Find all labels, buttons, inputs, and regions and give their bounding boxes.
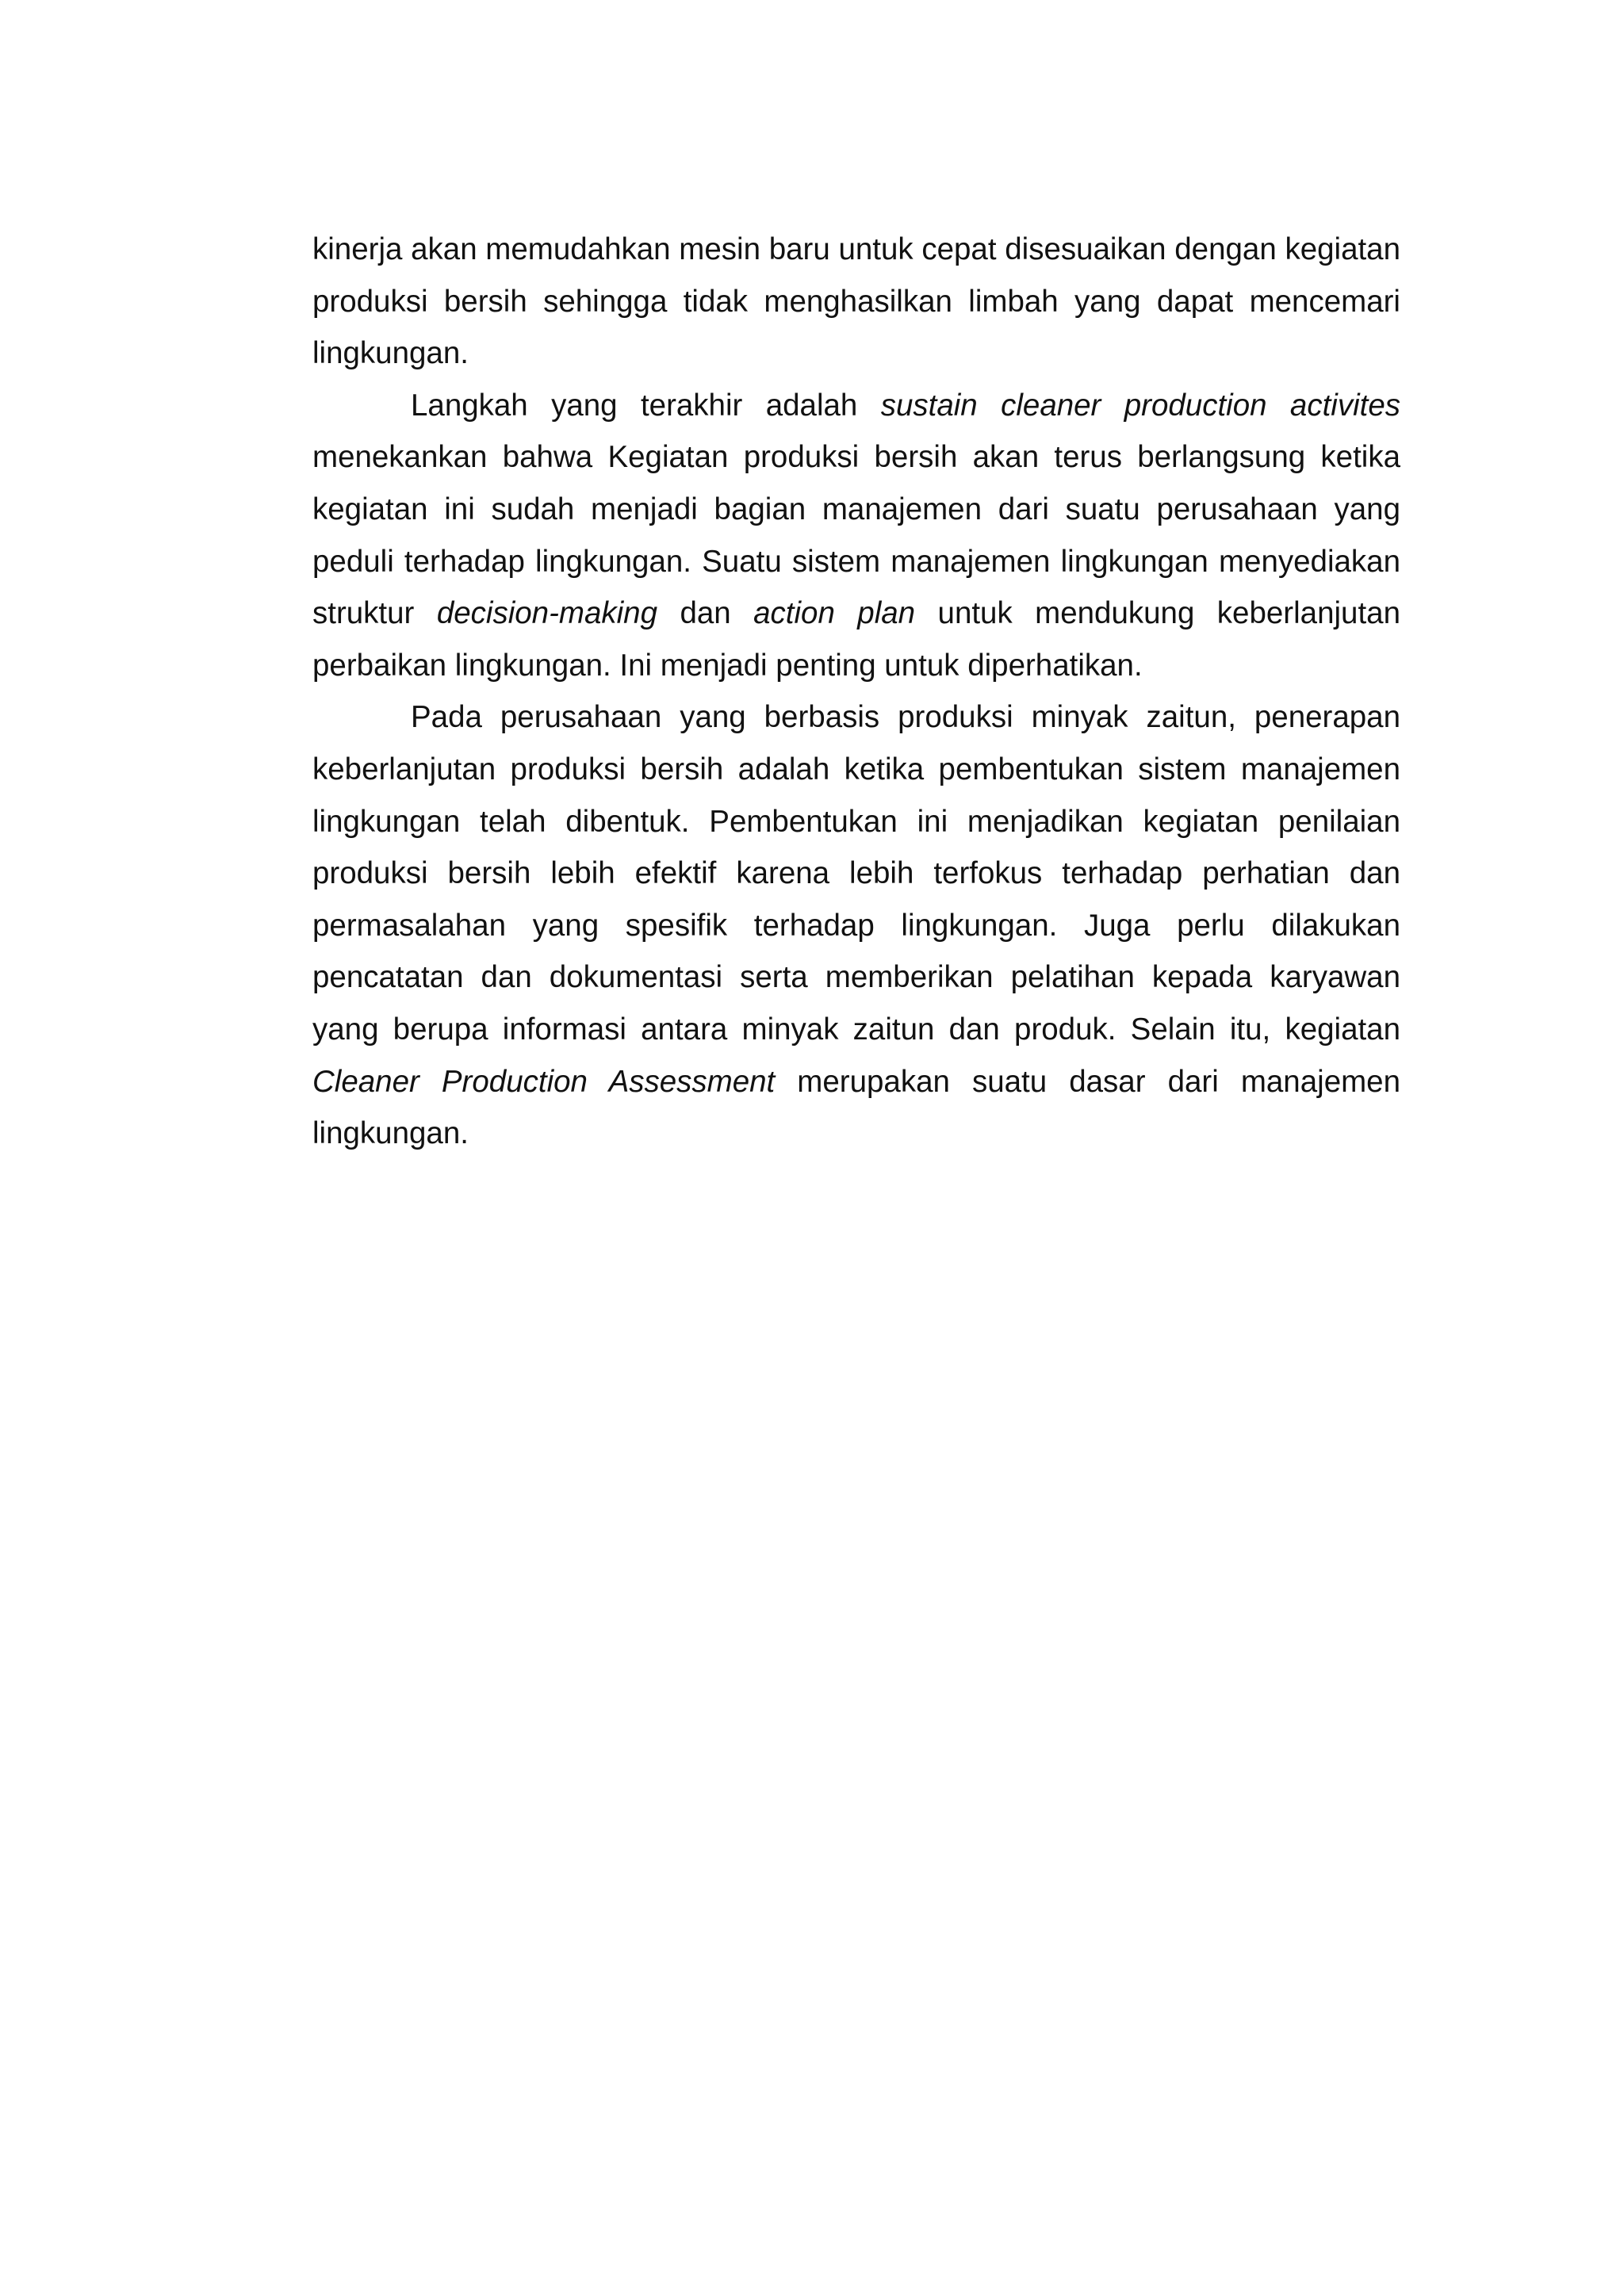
text-segment: kinerja akan memudahkan mesin baru untuk cepat disesuaikan dengan kegiatan produksi bersih sehingga tidak menghasilkan limbah yang dapat mencemari lingkungan. xyxy=(312,232,1400,371)
text-segment: menekankan bahwa Kegiatan produksi bersih akan terus berlangsung ketika kegiatan ini sudah menjadi bagian manajemen dari suatu perusahaan yang peduli terhadap lingkungan. Suatu sistem manajemen lingkungan menyediakan struktur xyxy=(312,440,1400,631)
italic-term: Cleaner Production Assessment xyxy=(312,1064,776,1099)
text-segment: Langkah yang terakhir adalah xyxy=(411,388,881,423)
paragraph-2 xyxy=(312,380,1400,692)
italic-term: sustain cleaner production activites xyxy=(880,388,1401,423)
text-segment: Pada perusahaan yang berbasis produksi minyak zaitun, penerapan keberlanjutan produksi bersih adalah ketika pembentukan sistem manajemen lingkungan telah dibentuk. Pembentukan ini menjadikan kegiatan penilaian produksi bersih lebih efektif karena lebih terfokus terhadap perhatian dan permasalahan yang spesifik terhadap lingkungan. Juga perlu dilakukan pencatatan dan dokumentasi serta memberikan pelatihan kepada karyawan yang berupa informasi antara minyak zaitun dan produk. Selain itu, kegiatan xyxy=(312,700,1400,1047)
text-segment: merupakan suatu dasar dari manajemen lingkungan. xyxy=(312,1064,1400,1151)
paragraph-3 xyxy=(312,691,1400,1159)
paragraph-1 xyxy=(312,224,1400,380)
body-text xyxy=(312,224,1400,1160)
text-segment: dan xyxy=(657,596,754,631)
italic-term: decision-making xyxy=(436,596,657,631)
italic-term: action plan xyxy=(753,596,916,631)
text-segment: untuk mendukung keberlanjutan perbaikan lingkungan. Ini menjadi penting untuk diperhatikan. xyxy=(312,596,1400,683)
